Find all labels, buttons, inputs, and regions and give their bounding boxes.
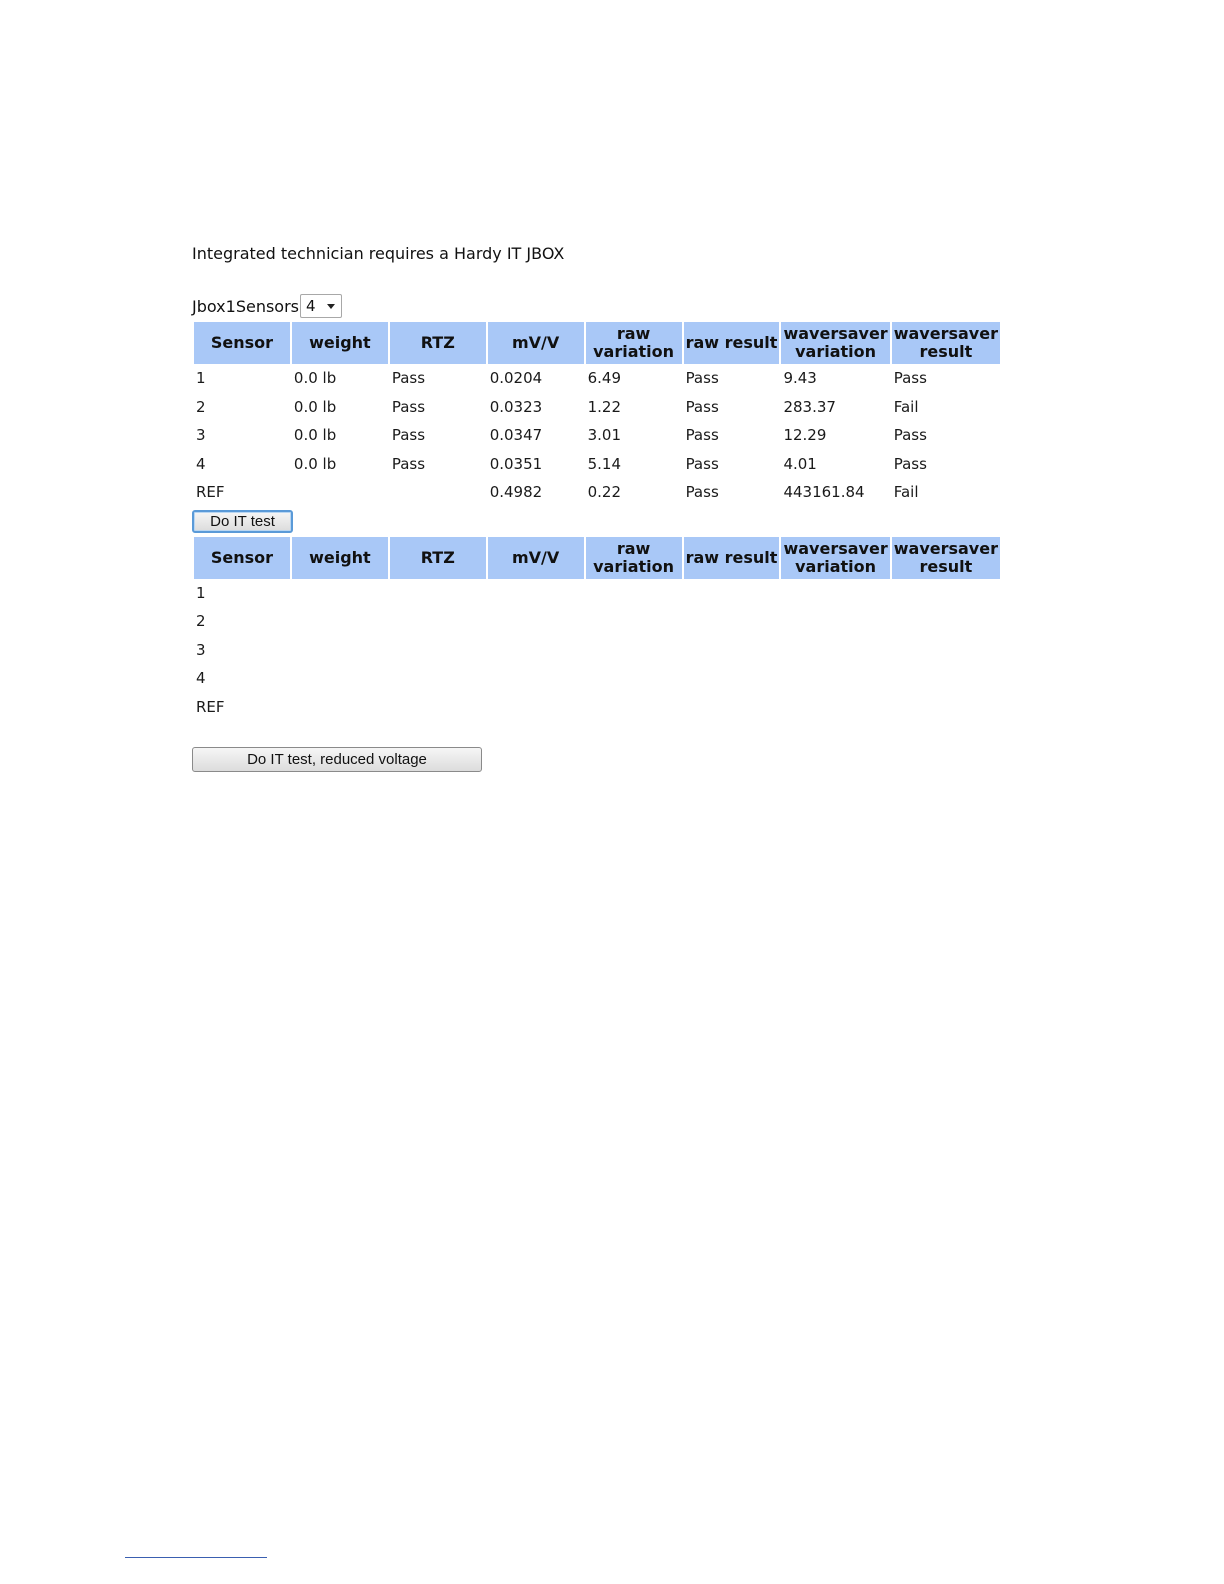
footnote-divider: [125, 1557, 267, 1558]
table-cell: [684, 693, 780, 722]
intro-text: Integrated technician requires a Hardy IT JBOX: [192, 244, 565, 263]
table-cell: Pass: [893, 426, 927, 445]
table-cell: 443161.84: [783, 483, 865, 502]
table-cell: [684, 664, 780, 693]
table-cell: Pass: [685, 369, 719, 388]
table-row: [194, 579, 1000, 608]
table-cell: 0.0351: [489, 454, 543, 473]
table-cell: [292, 478, 388, 507]
table-cell: 1.22: [587, 397, 621, 416]
table-cell: 4.01: [783, 454, 817, 473]
do-it-test-button[interactable]: Do IT test: [192, 510, 293, 533]
table-cell: [781, 579, 889, 608]
table-cell: [292, 579, 388, 608]
table-header-row: [194, 537, 1000, 579]
col-header-raw-result: raw result: [684, 537, 780, 579]
col-header-weight: weight: [292, 537, 388, 579]
table-cell: 2: [196, 397, 206, 416]
col-header-waversaver-result: waversaver result: [892, 322, 1000, 364]
col-header-weight: weight: [292, 322, 388, 364]
table-cell: [292, 693, 388, 722]
table-cell: Pass: [391, 397, 426, 416]
table-cell: 9.43: [783, 369, 817, 388]
table-cell: [292, 607, 388, 636]
table-cell: 0.0 lb: [293, 454, 337, 473]
table-row: [194, 478, 1000, 507]
table-row: [194, 607, 1000, 636]
table-row: [194, 393, 1000, 422]
table-cell: [892, 693, 1000, 722]
table-cell: 0.0 lb: [293, 397, 337, 416]
col-header-raw-variation: raw variation: [586, 322, 682, 364]
table-cell: 4: [196, 669, 206, 688]
table-cell: REF: [196, 483, 225, 502]
table-cell: [684, 607, 780, 636]
table-cell: [892, 607, 1000, 636]
table-cell: [892, 636, 1000, 665]
table-cell: [488, 664, 584, 693]
table-cell: [488, 636, 584, 665]
table-cell: [586, 693, 682, 722]
table-row: [194, 364, 1000, 393]
sensor-count-label: Jbox1Sensors: [192, 296, 299, 316]
table-cell: 3: [196, 426, 206, 445]
table-cell: 0.0323: [489, 397, 543, 416]
table-cell: [390, 664, 486, 693]
table-cell: Pass: [893, 454, 927, 473]
col-header-waversaver-variation: waversaver variation: [781, 322, 889, 364]
table-cell: [781, 607, 889, 636]
col-header-rtz: RTZ: [390, 322, 486, 364]
table-row: [194, 636, 1000, 665]
col-header-mvv: mV/V: [488, 322, 584, 364]
col-header-sensor: Sensor: [194, 322, 290, 364]
table-cell: [781, 636, 889, 665]
sensor-count-row: [192, 292, 1002, 320]
table-cell: REF: [196, 697, 225, 716]
table-cell: [684, 579, 780, 608]
table-cell: Pass: [391, 426, 426, 445]
table-cell: 0.0 lb: [293, 369, 337, 388]
table-cell: [781, 693, 889, 722]
table-cell: 1: [196, 583, 206, 602]
table-cell: Pass: [893, 369, 927, 388]
do-it-test-reduced-voltage-button[interactable]: Do IT test, reduced voltage: [192, 747, 482, 772]
sensor-count-select[interactable]: [300, 294, 342, 318]
table-cell: [390, 693, 486, 722]
table-cell: [781, 664, 889, 693]
col-header-raw-result: raw result: [684, 322, 780, 364]
table-row: [194, 450, 1000, 479]
table-row: [194, 421, 1000, 450]
table-cell: [586, 664, 682, 693]
table-cell: 2: [196, 612, 206, 631]
table-cell: 0.0 lb: [293, 426, 337, 445]
table-cell: [684, 636, 780, 665]
col-header-rtz: RTZ: [390, 537, 486, 579]
table-cell: [488, 693, 584, 722]
table-header-row: [194, 322, 1000, 364]
table-cell: 12.29: [783, 426, 827, 445]
table-cell: Pass: [391, 454, 426, 473]
table-cell: [488, 607, 584, 636]
table-cell: [488, 579, 584, 608]
table-cell: [292, 664, 388, 693]
table-cell: Pass: [685, 454, 719, 473]
table-cell: 283.37: [783, 397, 836, 416]
table-cell: [892, 664, 1000, 693]
it-results-table: [192, 322, 1002, 507]
table-row: [194, 664, 1000, 693]
sensor-count-value: 4: [306, 297, 316, 315]
col-header-mvv: mV/V: [488, 537, 584, 579]
table-cell: [292, 636, 388, 665]
table-cell: [390, 607, 486, 636]
table-cell: Pass: [685, 483, 719, 502]
table-cell: 3: [196, 640, 206, 659]
table-cell: 0.0204: [489, 369, 543, 388]
table-cell: [390, 579, 486, 608]
table-cell: 4: [196, 454, 206, 473]
it-reduced-results-table: [192, 537, 1002, 722]
table-cell: 0.4982: [489, 483, 543, 502]
table-cell: 0.22: [587, 483, 621, 502]
table-cell: 3.01: [587, 426, 621, 445]
table-cell: Fail: [893, 483, 919, 502]
table-cell: Pass: [391, 369, 426, 388]
table-cell: [390, 636, 486, 665]
table-cell: Pass: [685, 426, 719, 445]
table-cell: 0.0347: [489, 426, 543, 445]
table-cell: [586, 607, 682, 636]
table-cell: [892, 579, 1000, 608]
col-header-sensor: Sensor: [194, 537, 290, 579]
table-cell: Pass: [685, 397, 719, 416]
col-header-waversaver-result: waversaver result: [892, 537, 1000, 579]
it-test-panel: [192, 243, 1002, 772]
table-cell: 5.14: [587, 454, 621, 473]
table-cell: [586, 636, 682, 665]
table-cell: [586, 579, 682, 608]
table-cell: [390, 478, 486, 507]
table-row: [194, 693, 1000, 722]
col-header-raw-variation: raw variation: [586, 537, 682, 579]
table-cell: 6.49: [587, 369, 621, 388]
table-cell: 1: [196, 369, 206, 388]
chevron-down-icon: [327, 304, 335, 309]
table-cell: Fail: [893, 397, 919, 416]
col-header-waversaver-variation: waversaver variation: [781, 537, 889, 579]
